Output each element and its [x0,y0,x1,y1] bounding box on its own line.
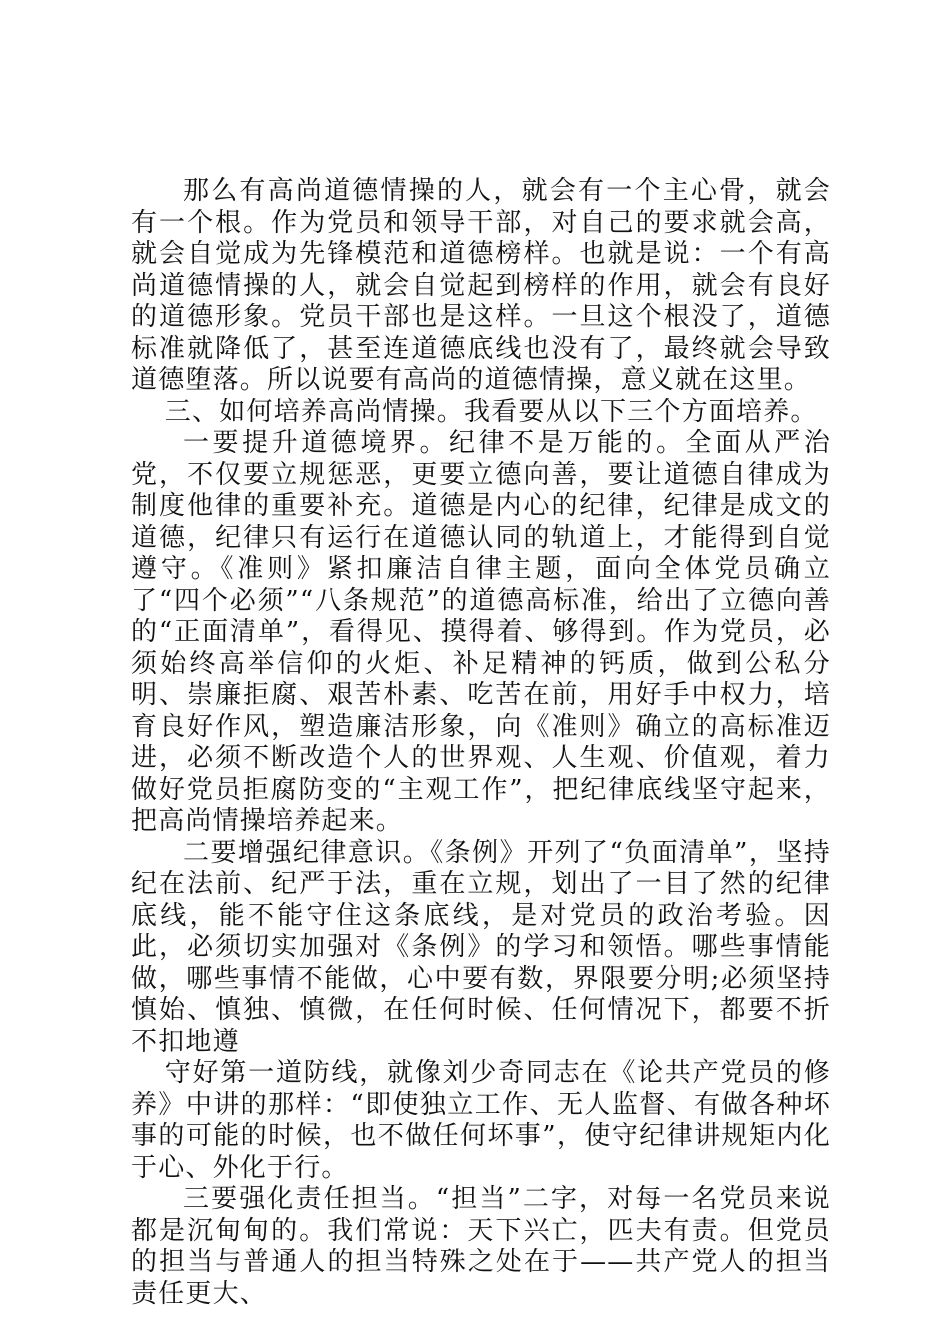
paragraph-point-two: 二要增强纪律意识。《条例》开列了“负面清单”，坚持纪在法前、纪严于法，重在立规，划出了一目了然的纪律底线，能不能守住这条底线，是对党员的政治考验。因此，必须切实加强对《条例》的学习和领悟。哪些事情能做，哪些事情不能做，心中要有数，界限要分明;必须坚持慎始、慎独、慎微，在任何时候、任何情况下，都要不折不扣地遵 [131,837,831,1057]
paragraph-first-defense-line: 守好第一道防线，就像刘少奇同志在《论共产党员的修养》中讲的那样：“即使独立工作、无人监督、有做各种坏事的可能的时候，也不做任何坏事”，使守纪律讲规矩内化于心、外化于行。 [131,1058,831,1183]
paragraph-section-three-heading: 三、如何培养高尚情操。我看要从以下三个方面培养。 [164,396,818,427]
paragraph-point-one: 一要提升道德境界。纪律不是万能的。全面从严治党，不仅要立规惩恶，更要立德向善，要让道德自律成为制度他律的重要补充。道德是内心的纪律，纪律是成文的道德，纪律只有运行在道德认同的轨道上，才能得到自觉遵守。《准则》紧扣廉洁自律主题，面向全体党员确立了“四个必须”“八条规范”的道德高标准，给出了立德向善的“正面清单”，看得见、摸得着、够得到。作为党员，必须始终高举信仰的火炬、补足精神的钙质，做到公私分明、崇廉拒腐、艰苦朴素、吃苦在前，用好手中权力，培育良好作风，塑造廉洁形象，向《准则》确立的高标准迈进，必须不断改造个人的世界观、人生观、价值观，着力做好党员拒腐防变的“主观工作”，把纪律底线坚守起来，把高尚情操培养起来。 [131,428,831,836]
paragraph-point-three: 三要强化责任担当。“担当”二字，对每一名党员来说都是沉甸甸的。我们常说：天下兴亡，匹夫有责。但党员的担当与普通人的担当特殊之处在于——共产党人的担当责任更大、 [131,1184,831,1309]
document-body [131,176,831,1310]
paragraph-moral-sentiment: 那么有高尚道德情操的人，就会有一个主心骨，就会有一个根。作为党员和领导干部，对自己的要求就会高，就会自觉成为先锋模范和道德榜样。也就是说：一个有高尚道德情操的人，就会自觉起到榜样的作用，就会有良好的道德形象。党员干部也是这样。一旦这个根没了，道德标准就降低了，甚至连道德底线也没有了，最终就会导致道德堕落。所以说要有高尚的道德情操，意义就在这里。 [131,176,831,395]
